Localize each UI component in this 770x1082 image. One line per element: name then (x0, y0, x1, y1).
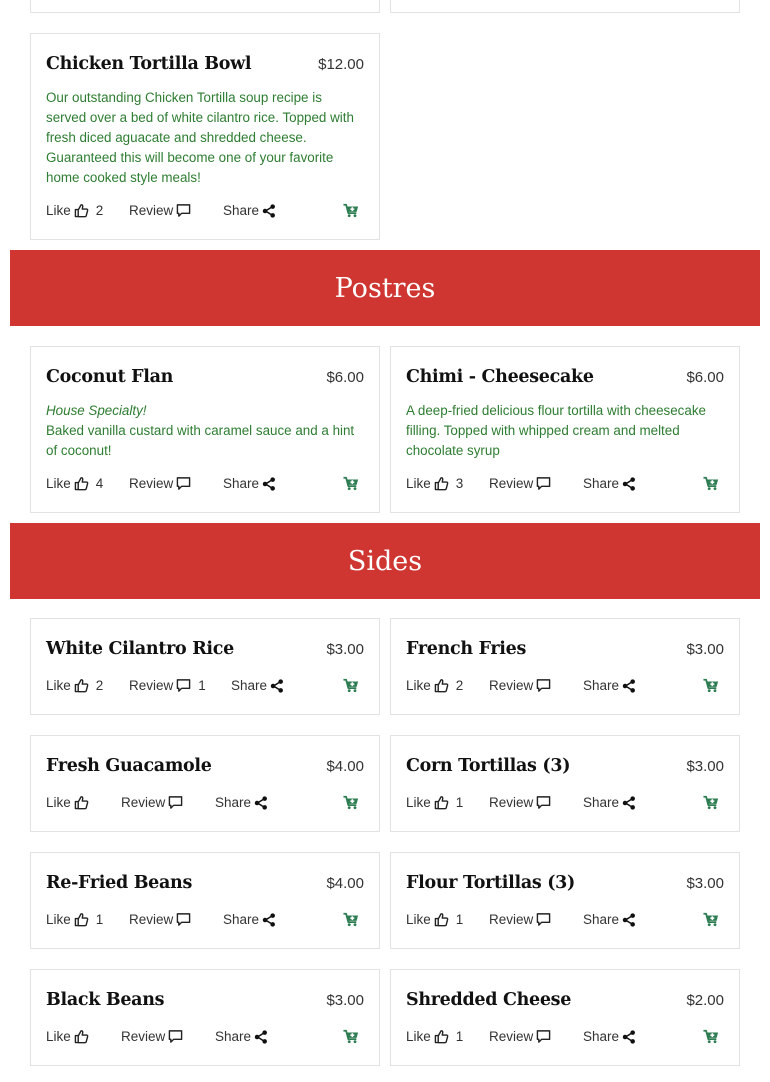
menu-item-card (30, 346, 380, 513)
share-button[interactable] (583, 678, 636, 693)
like-button[interactable] (406, 476, 463, 491)
item-description (46, 88, 365, 188)
menu-item-card (30, 852, 380, 949)
like-button[interactable] (46, 795, 89, 810)
like-label: Like (46, 476, 71, 491)
add-to-cart-button[interactable] (343, 203, 359, 221)
add-to-cart-button[interactable] (703, 678, 719, 696)
menu-item-card-partial (30, 0, 380, 13)
comment-icon (176, 678, 191, 693)
share-button[interactable] (231, 678, 284, 693)
review-button[interactable] (121, 1029, 183, 1044)
share-icon (262, 204, 276, 218)
share-icon (622, 796, 636, 810)
review-label: Review (489, 476, 534, 491)
share-label: Share (223, 203, 260, 218)
item-price: $3.00 (326, 641, 364, 658)
add-to-cart-button[interactable] (343, 795, 359, 813)
share-label: Share (583, 912, 620, 927)
menu-item-card (390, 346, 740, 513)
item-price: $4.00 (326, 875, 364, 892)
section-header-postres: Postres (10, 250, 760, 326)
comment-icon (536, 1029, 551, 1044)
thumbs-up-icon (74, 476, 89, 491)
add-to-cart-button[interactable] (703, 476, 719, 494)
item-price: $3.00 (686, 641, 724, 658)
share-icon (270, 679, 284, 693)
like-label: Like (46, 795, 71, 810)
thumbs-up-icon (434, 795, 449, 810)
like-button[interactable] (406, 678, 463, 693)
menu-item-card (30, 969, 380, 1066)
comment-icon (176, 203, 191, 218)
share-button[interactable] (223, 912, 276, 927)
share-icon (262, 477, 276, 491)
item-name: Flour Tortillas (3) (406, 873, 576, 893)
share-label: Share (223, 912, 260, 927)
item-actions (46, 1029, 365, 1049)
thumbs-up-icon (74, 795, 89, 810)
thumbs-up-icon (74, 912, 89, 927)
cart-plus-icon (703, 798, 719, 813)
review-label: Review (129, 678, 174, 693)
share-button[interactable] (215, 795, 268, 810)
review-button[interactable] (129, 476, 191, 491)
like-label: Like (46, 678, 71, 693)
like-count: 2 (95, 203, 104, 218)
item-price: $3.00 (326, 992, 364, 1009)
menu-item-card (390, 852, 740, 949)
item-price: $2.00 (686, 992, 724, 1009)
share-icon (622, 1030, 636, 1044)
thumbs-up-icon (434, 476, 449, 491)
thumbs-up-icon (74, 1029, 89, 1044)
review-button[interactable] (489, 476, 551, 491)
cart-plus-icon (343, 1032, 359, 1047)
review-button[interactable] (489, 1029, 551, 1044)
add-to-cart-button[interactable] (703, 795, 719, 813)
like-button[interactable] (46, 476, 103, 491)
item-actions (46, 678, 365, 698)
like-count: 1 (455, 1029, 464, 1044)
review-button[interactable] (129, 678, 206, 693)
review-label: Review (129, 912, 174, 927)
item-name: Shredded Cheese (406, 990, 572, 1010)
comment-icon (176, 476, 191, 491)
thumbs-up-icon (74, 678, 89, 693)
review-button[interactable] (489, 678, 551, 693)
share-icon (262, 913, 276, 927)
cart-plus-icon (343, 681, 359, 696)
review-label: Review (129, 476, 174, 491)
item-actions (46, 795, 365, 815)
share-label: Share (583, 476, 620, 491)
cart-plus-icon (703, 1032, 719, 1047)
share-label: Share (223, 476, 260, 491)
like-label: Like (406, 476, 431, 491)
share-icon (254, 1030, 268, 1044)
review-label: Review (489, 912, 534, 927)
item-description (46, 401, 365, 461)
like-button[interactable] (46, 912, 103, 927)
review-button[interactable] (129, 912, 191, 927)
menu-item-card (30, 735, 380, 832)
cart-plus-icon (343, 798, 359, 813)
item-actions (406, 912, 725, 932)
item-name: Coconut Flan (46, 367, 174, 387)
review-label: Review (121, 795, 166, 810)
comment-icon (536, 795, 551, 810)
cart-plus-icon (703, 681, 719, 696)
comment-icon (536, 678, 551, 693)
like-label: Like (46, 203, 71, 218)
like-label: Like (406, 1029, 431, 1044)
share-icon (254, 796, 268, 810)
item-name: Re-Fried Beans (46, 873, 193, 893)
add-to-cart-button[interactable] (343, 476, 359, 494)
like-count: 2 (95, 678, 104, 693)
menu-item-card (30, 33, 380, 240)
item-price: $6.00 (326, 369, 364, 386)
cart-plus-icon (343, 915, 359, 930)
share-button[interactable] (223, 476, 276, 491)
cart-plus-icon (343, 479, 359, 494)
comment-icon (168, 795, 183, 810)
like-button[interactable] (406, 1029, 463, 1044)
share-icon (622, 913, 636, 927)
item-actions (46, 912, 365, 932)
menu-item-card-partial (390, 0, 740, 13)
share-button[interactable] (583, 795, 636, 810)
review-label: Review (489, 795, 534, 810)
review-button[interactable] (129, 203, 191, 218)
thumbs-up-icon (434, 912, 449, 927)
item-description-text: A deep-fried delicious flour tortilla with cheesecake filling. Topped with whipped cream and melted chocolate syrup (406, 403, 706, 458)
comment-icon (536, 476, 551, 491)
like-button[interactable] (46, 678, 103, 693)
comment-icon (536, 912, 551, 927)
item-price: $12.00 (318, 56, 364, 73)
review-count: 1 (198, 678, 206, 693)
like-count: 2 (455, 678, 464, 693)
menu-item-card (30, 618, 380, 715)
item-name: French Fries (406, 639, 527, 659)
thumbs-up-icon (74, 203, 89, 218)
cart-plus-icon (703, 915, 719, 930)
cart-plus-icon (703, 479, 719, 494)
share-button[interactable] (223, 203, 276, 218)
like-count: 1 (455, 795, 464, 810)
item-price: $3.00 (686, 758, 724, 775)
thumbs-up-icon (434, 1029, 449, 1044)
menu-item-card (390, 735, 740, 832)
review-label: Review (129, 203, 174, 218)
share-label: Share (215, 795, 252, 810)
share-label: Share (231, 678, 268, 693)
share-label: Share (583, 795, 620, 810)
share-label: Share (583, 678, 620, 693)
item-price: $6.00 (686, 369, 724, 386)
review-button[interactable] (489, 912, 551, 927)
like-count: 1 (455, 912, 464, 927)
item-name: White Cilantro Rice (46, 639, 234, 659)
like-button[interactable] (406, 912, 463, 927)
add-to-cart-button[interactable] (343, 1029, 359, 1047)
share-icon (622, 477, 636, 491)
thumbs-up-icon (434, 678, 449, 693)
menu-item-card (390, 618, 740, 715)
like-label: Like (46, 1029, 71, 1044)
item-description-text: Our outstanding Chicken Tortilla soup recipe is served over a bed of white cilantro rice. Topped with fresh diced aguacate and shredded cheese. Guaranteed this will become one of your favorite home cooked style meals! (46, 90, 354, 185)
review-button[interactable] (489, 795, 551, 810)
add-to-cart-button[interactable] (343, 678, 359, 696)
item-specialty-note: House Specialty! (46, 403, 147, 418)
share-button[interactable] (583, 1029, 636, 1044)
review-label: Review (489, 1029, 534, 1044)
item-name: Chimi - Cheesecake (406, 367, 594, 387)
like-label: Like (406, 678, 431, 693)
item-description (406, 401, 725, 461)
review-label: Review (489, 678, 534, 693)
share-icon (622, 679, 636, 693)
comment-icon (176, 912, 191, 927)
item-name: Fresh Guacamole (46, 756, 212, 776)
like-count: 3 (455, 476, 464, 491)
share-button[interactable] (215, 1029, 268, 1044)
menu-item-card (390, 969, 740, 1066)
add-to-cart-button[interactable] (703, 1029, 719, 1047)
item-actions (406, 678, 725, 698)
review-label: Review (121, 1029, 166, 1044)
add-to-cart-button[interactable] (703, 912, 719, 930)
like-button[interactable] (406, 795, 463, 810)
like-button[interactable] (46, 203, 103, 218)
item-actions (46, 476, 365, 496)
item-description-text: Baked vanilla custard with caramel sauce and a hint of coconut! (46, 423, 355, 458)
share-label: Share (583, 1029, 620, 1044)
item-price: $3.00 (686, 875, 724, 892)
section-header-sides: Sides (10, 523, 760, 599)
item-actions (406, 795, 725, 815)
add-to-cart-button[interactable] (343, 912, 359, 930)
comment-icon (168, 1029, 183, 1044)
like-label: Like (406, 912, 431, 927)
review-button[interactable] (121, 795, 183, 810)
like-count: 1 (95, 912, 104, 927)
share-button[interactable] (583, 912, 636, 927)
item-name: Corn Tortillas (3) (406, 756, 571, 776)
share-label: Share (215, 1029, 252, 1044)
like-label: Like (406, 795, 431, 810)
item-actions (406, 1029, 725, 1049)
like-button[interactable] (46, 1029, 89, 1044)
item-price: $4.00 (326, 758, 364, 775)
share-button[interactable] (583, 476, 636, 491)
like-count: 4 (95, 476, 104, 491)
cart-plus-icon (343, 206, 359, 221)
like-label: Like (46, 912, 71, 927)
item-actions (406, 476, 725, 496)
item-name: Black Beans (46, 990, 165, 1010)
item-name: Chicken Tortilla Bowl (46, 54, 252, 74)
item-actions (46, 203, 365, 223)
